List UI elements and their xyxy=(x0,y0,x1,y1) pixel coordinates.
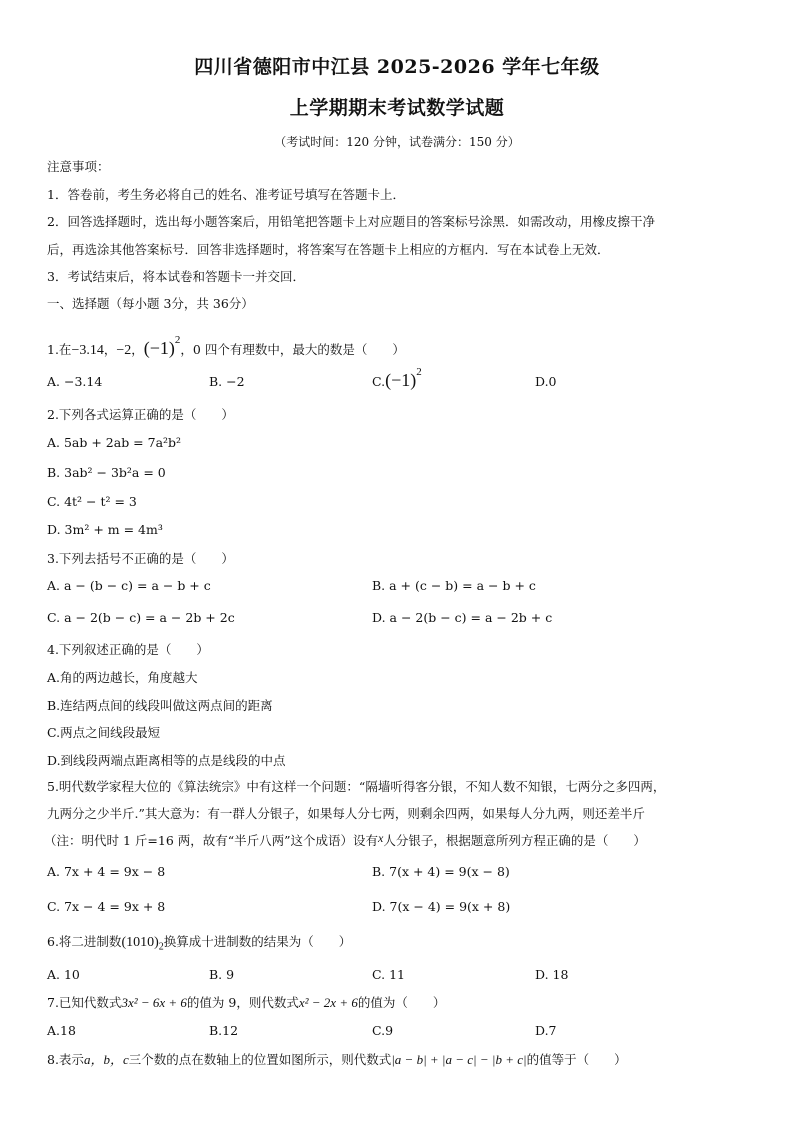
q5-option-b: B. 7(x + 4) = 9(x − 8) xyxy=(372,864,510,879)
notes-heading: 注意事项： xyxy=(47,159,110,174)
q1-option-b: B. −2 xyxy=(209,374,245,389)
question-2-stem: 2.下列各式运算正确的是（ ） xyxy=(47,407,234,422)
question-5-line2: 九两分之少半斤.”其大意为：有一群人分银子，如果每人分七两，则剩余四两，如果每人分九两，则还差半斤 xyxy=(47,806,645,821)
question-3-stem: 3.下列去括号不正确的是（ ） xyxy=(47,551,234,566)
q6-option-c: C. 11 xyxy=(372,967,405,982)
question-1-stem: 1.在−3.14，−2，$(-1)^2$，0 四个有理数中，最大的数是（ ） xyxy=(47,334,405,359)
exam-title-line1: 四川省德阳市中江县 2025-2026 学年七年级 xyxy=(194,56,600,78)
q1-option-a: A. −3.14 xyxy=(47,374,103,389)
q6-option-a: A. 10 xyxy=(47,967,80,982)
q1-option-d: D.0 xyxy=(535,374,557,389)
q2-option-a: A. 5ab + 2ab = 7a²b² xyxy=(47,435,182,450)
q7-option-d: D.7 xyxy=(535,1023,557,1038)
note-2b: 后，再选涂其他答案标号．回答非选择题时，将答案写在答题卡上相应的方框内．写在本试卷上无效． xyxy=(47,242,610,257)
q2-option-d: D. 3m² + m = 4m³ xyxy=(47,522,163,537)
q6-option-b: B. 9 xyxy=(209,967,235,982)
question-5-line3: （注：明代时 1 斤=16 两，故有“半斤八两”这个成语）设有x人分银子，根据题意所列方程正确的是（ ） xyxy=(44,831,646,848)
q5-option-c: C. 7x − 4 = 9x + 8 xyxy=(47,899,166,914)
q3-option-d: D. a − 2(b − c) = a − 2b + c xyxy=(372,610,553,625)
q4-option-b: B.连结两点间的线段叫做这两点间的距离 xyxy=(47,698,273,713)
q7-option-a: A.18 xyxy=(47,1023,76,1038)
q4-option-a: A.角的两边越长，角度越大 xyxy=(47,670,198,685)
exam-title-line2: 上学期期末考试数学试题 xyxy=(289,97,505,119)
q3-option-a: A. a − (b − c) = a − b + c xyxy=(47,578,211,593)
q7-option-c: C.9 xyxy=(372,1023,394,1038)
q6-option-d: D. 18 xyxy=(535,967,569,982)
note-2a: 2．回答选择题时，选出每小题答案后，用铅笔把答题卡上对应题目的答案标号涂黑．如需改动，用橡皮擦干净 xyxy=(47,214,655,229)
q3-option-b: B. a + (c − b) = a − b + c xyxy=(372,578,536,593)
q7-option-b: B.12 xyxy=(209,1023,239,1038)
q1-option-c: $C.(-1)^2$ xyxy=(372,365,422,390)
q5-option-d: D. 7(x − 4) = 9(x + 8) xyxy=(372,899,511,914)
question-4-stem: 4.下列叙述正确的是（ ） xyxy=(47,642,209,657)
question-8-stem: 8.表示a，b，c三个数的点在数轴上的位置如图所示，则代数式|a − b| + |a − c| − |b + c|的值等于（ ） xyxy=(47,1052,627,1067)
q4-option-c: C.两点之间线段最短 xyxy=(47,725,161,740)
question-6-stem: 6.将二进制数$(1010)_2$换算成十进制数的结果为（ ） xyxy=(47,934,352,953)
q3-option-c: C. a − 2(b − c) = a − 2b + 2c xyxy=(47,610,235,625)
q5-option-a: A. 7x + 4 = 9x − 8 xyxy=(47,864,166,879)
section-heading: 一、选择题（每小题 3分，共 36分） xyxy=(47,296,254,311)
q2-option-c: C. 4t² − t² = 3 xyxy=(47,494,137,509)
question-5-line1: 5.明代数学家程大位的《算法统宗》中有这样一个问题：“隔墙听得客分银，不知人数不知银，七两分之多四两， xyxy=(47,779,666,794)
note-1: 1．答卷前，考生务必将自己的姓名、准考证号填写在答题卡上． xyxy=(47,187,405,202)
question-7-stem: 7.已知代数式3x² − 6x + 6的值为 9，则代数式x² − 2x + 6的值为（ ） xyxy=(47,995,446,1010)
q4-option-d: D.到线段两端点距离相等的点是线段的中点 xyxy=(47,753,286,768)
q2-option-b: B. 3ab² − 3b²a = 0 xyxy=(47,465,166,480)
note-3: 3．考试结束后，将本试卷和答题卡一并交回． xyxy=(47,269,305,284)
exam-subtitle: （考试时间：120 分钟，试卷满分：150 分） xyxy=(274,135,520,149)
